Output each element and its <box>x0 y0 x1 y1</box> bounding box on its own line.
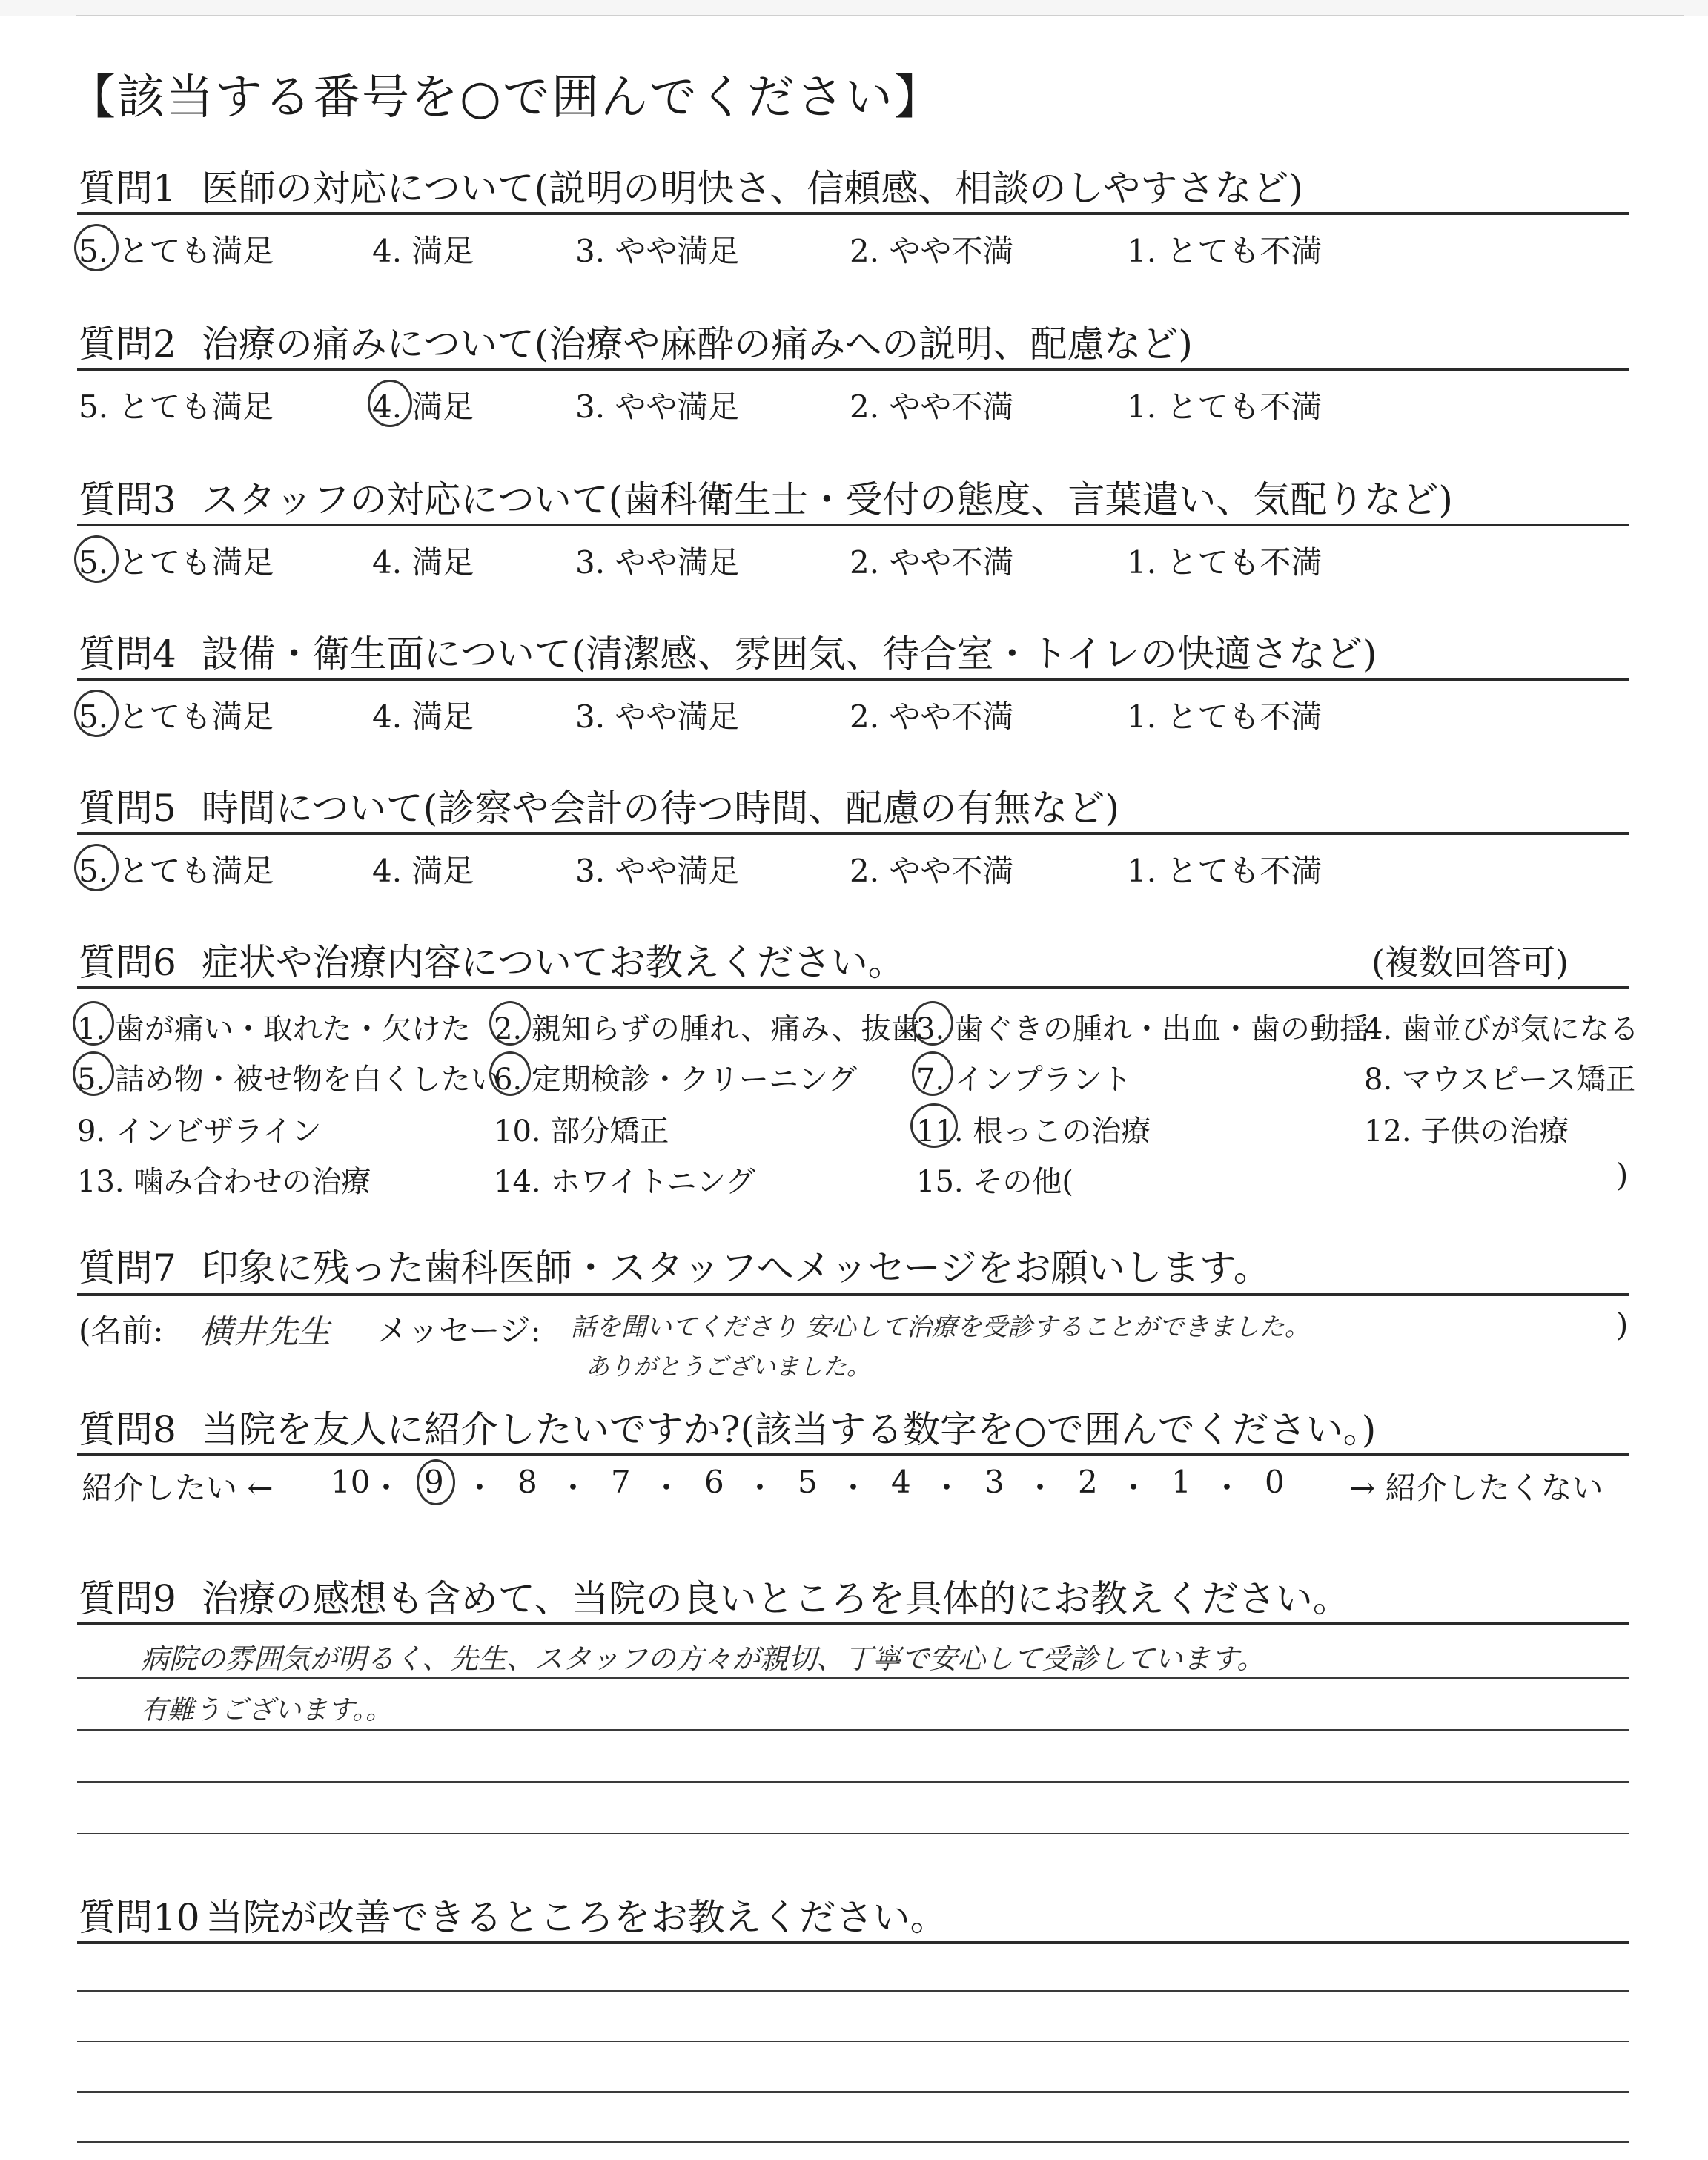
question-3-rule <box>77 524 1629 526</box>
scale-separator: ・ <box>557 1470 589 1506</box>
other-close-paren: ) <box>1616 1157 1629 1193</box>
rating-option-1[interactable]: 1. とても不満 <box>1127 389 1323 425</box>
question-6-rule <box>77 986 1629 989</box>
scale-value-9[interactable]: 9 <box>424 1464 444 1500</box>
scale-value-8[interactable]: 8 <box>517 1464 537 1500</box>
scale-value-0[interactable]: 0 <box>1265 1464 1285 1500</box>
scale-value-1[interactable]: 1 <box>1171 1464 1191 1500</box>
answer-line <box>77 2091 1629 2093</box>
question-number: 質問4 <box>79 633 176 676</box>
question-1-rule <box>77 212 1629 215</box>
rating-option-5[interactable]: 5. とても満足 <box>79 227 274 271</box>
question-7-title <box>79 1238 1271 1292</box>
rating-option-5[interactable]: 5. とても満足 <box>79 847 274 891</box>
rating-option-4[interactable]: 4. 満足 <box>372 544 474 581</box>
name-label: (名前: <box>79 1312 164 1349</box>
answer-handwritten-line1: 病院の雰囲気が明るく、先生、スタッフの方々が親切、丁寧で安心して受診しています。 <box>141 1642 1265 1675</box>
scale-separator: ・ <box>1118 1470 1150 1506</box>
symptom-option-6[interactable]: 6. 定期検診・クリーニング <box>494 1056 857 1098</box>
rating-option-1[interactable]: 1. とても不満 <box>1127 853 1323 889</box>
rating-option-4[interactable]: 4. 満足 <box>372 698 474 735</box>
question-text: 医師の対応について(説明の明快さ、信頼感、相談のしやすさなど) <box>201 167 1303 210</box>
symptom-option-9[interactable]: 9. インビザライン <box>77 1114 322 1149</box>
question-number: 質問8 <box>79 1408 176 1451</box>
scale-separator: ・ <box>371 1470 403 1506</box>
question-1-title <box>79 159 1303 212</box>
question-number: 質問2 <box>79 323 176 366</box>
question-9-title <box>79 1569 1350 1622</box>
question-text: 症状や治療内容についてお教えください。 <box>201 941 905 984</box>
rating-option-1[interactable]: 1. とても不満 <box>1127 233 1323 269</box>
symptom-option-13[interactable]: 13. 噛み合わせの治療 <box>77 1165 371 1199</box>
rating-option-5[interactable]: 5. とても満足 <box>79 389 274 425</box>
scale-value-10[interactable]: 10 <box>331 1464 371 1500</box>
scale-value-4[interactable]: 4 <box>891 1464 911 1500</box>
symptom-option-1[interactable]: 1. 歯が痛い・取れた・欠けた <box>77 1005 471 1048</box>
scale-separator: ・ <box>744 1470 776 1506</box>
question-number: 質問10 <box>79 1896 200 1939</box>
rating-option-2[interactable]: 2. やや不満 <box>850 853 1014 889</box>
rating-option-3[interactable]: 3. やや満足 <box>575 853 740 889</box>
question-10-rule <box>77 1941 1629 1944</box>
question-number: 質問3 <box>79 478 176 521</box>
multiple-answer-note: (複数回答可) <box>1371 942 1569 982</box>
scale-separator: ・ <box>931 1470 963 1506</box>
question-4-title <box>79 624 1377 678</box>
rating-option-2[interactable]: 2. やや不満 <box>850 698 1014 735</box>
answer-line <box>77 1833 1629 1834</box>
question-text: 時間について(診察や会計の待つ時間、配慮の有無など) <box>201 787 1119 830</box>
question-9-rule <box>77 1622 1629 1625</box>
symptom-option-12[interactable]: 12. 子供の治療 <box>1364 1114 1569 1149</box>
question-10-title <box>79 1888 947 1941</box>
scale-value-5[interactable]: 5 <box>798 1464 818 1500</box>
question-text: 治療の感想も含めて、当院の良いところを具体的にお教えください。 <box>201 1577 1350 1620</box>
symptom-option-3[interactable]: 3. 歯ぐきの腫れ・出血・歯の動揺 <box>916 1005 1369 1048</box>
answer-line <box>77 1781 1629 1783</box>
rating-option-2[interactable]: 2. やや不満 <box>850 544 1014 581</box>
question-number: 質問7 <box>79 1246 176 1289</box>
symptom-option-4[interactable]: 4. 歯並びが気になる <box>1364 1012 1639 1046</box>
answer-line <box>77 2041 1629 2042</box>
message-label: メッセージ: <box>377 1312 541 1349</box>
answer-line <box>77 1729 1629 1731</box>
name-value-handwritten: 横井先生 <box>200 1313 331 1351</box>
scale-value-3[interactable]: 3 <box>984 1464 1004 1500</box>
question-5-rule <box>77 832 1629 835</box>
scale-separator: ・ <box>1211 1470 1243 1506</box>
rating-option-4[interactable]: 4. 満足 <box>372 383 474 427</box>
answer-line <box>77 1990 1629 1992</box>
question-text: 治療の痛みについて(治療や麻酔の痛みへの説明、配慮など) <box>201 323 1193 366</box>
rating-option-1[interactable]: 1. とても不満 <box>1127 544 1323 581</box>
question-2-rule <box>77 368 1629 371</box>
rating-option-5[interactable]: 5. とても満足 <box>79 538 274 583</box>
scale-value-7[interactable]: 7 <box>611 1464 631 1500</box>
question-number: 質問9 <box>79 1577 176 1620</box>
question-8-rule <box>77 1453 1629 1456</box>
question-7-rule <box>77 1293 1629 1296</box>
question-number: 質問5 <box>79 787 176 830</box>
question-text: 印象に残った歯科医師・スタッフへメッセージをお願いします。 <box>201 1246 1271 1289</box>
question-5-title <box>79 779 1119 832</box>
symptom-option-10[interactable]: 10. 部分矯正 <box>494 1114 669 1149</box>
symptom-option-11[interactable]: 11. 根っこの治療 <box>916 1108 1151 1150</box>
rating-option-3[interactable]: 3. やや満足 <box>575 544 740 581</box>
scale-value-6[interactable]: 6 <box>704 1464 724 1500</box>
message-close-paren: ) <box>1616 1307 1629 1343</box>
question-3-title <box>79 470 1453 524</box>
message-handwritten-line1: 話を聞いてくださり 安心して治療を受診することができました。 <box>571 1312 1310 1342</box>
rating-option-3[interactable]: 3. やや満足 <box>575 389 740 425</box>
rating-option-3[interactable]: 3. やや満足 <box>575 233 740 269</box>
rating-option-4[interactable]: 4. 満足 <box>372 853 474 889</box>
symptom-option-2[interactable]: 2. 親知らずの腫れ、痛み、抜歯 <box>494 1005 921 1048</box>
symptom-option-5[interactable]: 5. 詰め物・被せ物を白くしたい <box>77 1056 500 1098</box>
recommend-left-label: 紹介したい ← <box>82 1470 274 1506</box>
rating-option-2[interactable]: 2. やや不満 <box>850 233 1014 269</box>
symptom-option-8[interactable]: 8. マウスピース矯正 <box>1364 1063 1636 1097</box>
rating-option-5[interactable]: 5. とても満足 <box>79 693 274 737</box>
question-text: スタッフの対応について(歯科衛生士・受付の態度、言葉遣い、気配りなど) <box>201 478 1453 521</box>
rating-option-3[interactable]: 3. やや満足 <box>575 698 740 735</box>
scale-value-2[interactable]: 2 <box>1078 1464 1098 1500</box>
recommend-right-label: → 紹介したくない <box>1349 1470 1603 1506</box>
question-number: 質問1 <box>79 167 176 210</box>
question-6-title <box>79 933 905 986</box>
scale-separator: ・ <box>651 1470 683 1506</box>
message-handwritten-line2: ありがとうございました。 <box>586 1353 871 1381</box>
question-4-rule <box>77 678 1629 681</box>
question-2-title <box>79 314 1193 368</box>
rating-option-2[interactable]: 2. やや不満 <box>850 389 1014 425</box>
question-text: 設備・衛生面について(清潔感、雰囲気、待合室・トイレの快適さなど) <box>201 633 1377 676</box>
scale-separator: ・ <box>838 1470 870 1506</box>
scale-separator: ・ <box>1025 1470 1056 1506</box>
question-text: 当院が改善できるところをお教えください。 <box>205 1896 947 1939</box>
symptom-option-15[interactable]: 15. その他( <box>916 1165 1073 1199</box>
question-number: 質問6 <box>79 941 176 984</box>
question-8-title <box>79 1400 1376 1453</box>
scale-separator: ・ <box>464 1470 496 1506</box>
symptom-option-7[interactable]: 7. インプラント <box>916 1056 1132 1098</box>
answer-line <box>77 1677 1629 1679</box>
answer-line <box>77 2141 1629 2143</box>
scan-top-band <box>0 0 1708 16</box>
rating-option-4[interactable]: 4. 満足 <box>372 233 474 269</box>
form-header: 【該当する番号を○で囲んでください】 <box>68 70 943 125</box>
symptom-option-14[interactable]: 14. ホワイトニング <box>494 1165 755 1199</box>
rating-option-1[interactable]: 1. とても不満 <box>1127 698 1323 735</box>
answer-handwritten-line2: 有難うございます。。 <box>141 1695 393 1725</box>
question-text: 当院を友人に紹介したいですか?(該当する数字を○で囲んでください。) <box>201 1408 1377 1451</box>
